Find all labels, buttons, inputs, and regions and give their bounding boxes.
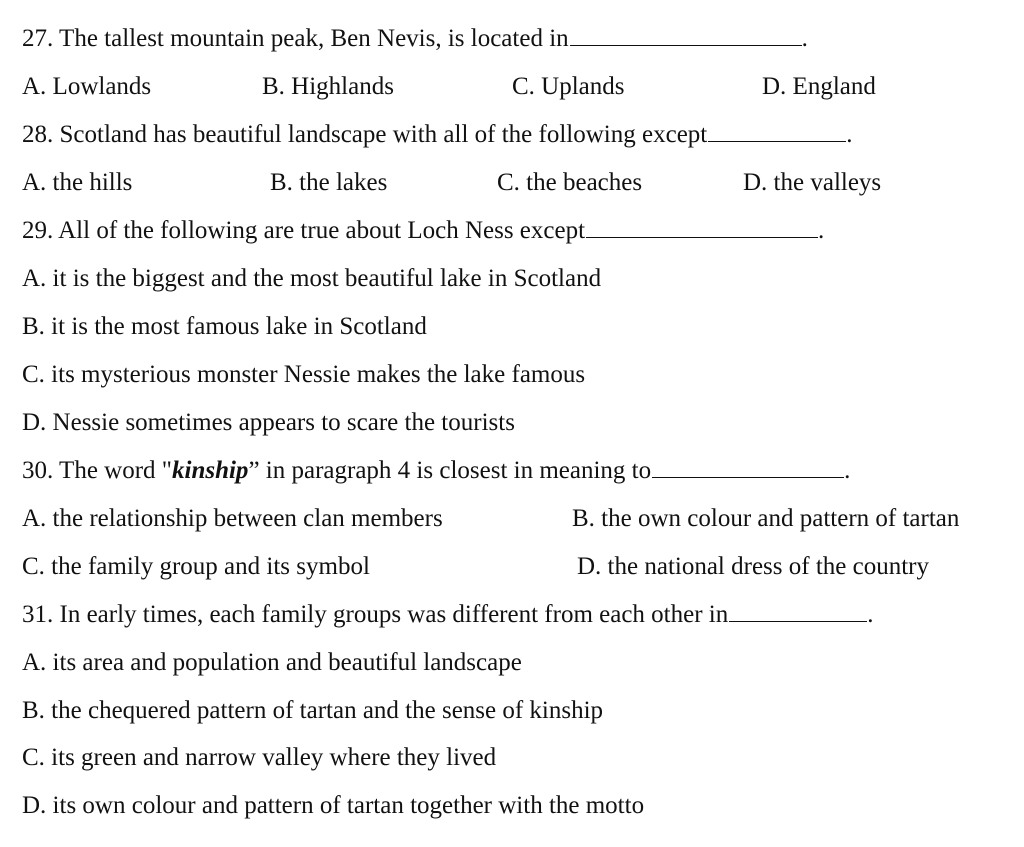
answer-blank: [652, 457, 844, 478]
question-29-end: .: [818, 217, 825, 244]
answer-blank: [729, 601, 867, 622]
option-d: D. the national dress of the country: [577, 553, 929, 580]
question-30: [22, 456, 850, 486]
answer-blank: [708, 121, 846, 142]
option-b: B. it is the most famous lake in Scotland: [22, 313, 427, 340]
question-27-options: [0, 72, 980, 102]
option-c: C. its mysterious monster Nessie makes the lake famous: [22, 361, 586, 388]
question-29-text: 29. All of the following are true about Loch Ness except: [22, 217, 586, 244]
option-b: B. Highlands: [262, 73, 394, 100]
option-d: D. its own colour and pattern of tartan together with the motto: [22, 792, 645, 819]
question-31-end: .: [867, 601, 874, 628]
option-a: A. Lowlands: [22, 73, 152, 100]
question-30-keyword: kinship: [172, 457, 249, 484]
option-a: A. the relationship between clan members: [22, 505, 443, 532]
question-28: [22, 120, 852, 150]
option-a: A. it is the biggest and the most beautiful lake in Scotland: [22, 265, 602, 292]
answer-blank: [570, 25, 802, 46]
question-28-text: 28. Scotland has beautiful landscape with all of the following except: [22, 121, 708, 148]
option-d: D. Nessie sometimes appears to scare the tourists: [22, 409, 515, 436]
option-c: C. Uplands: [512, 73, 625, 100]
question-27-end: .: [801, 25, 808, 52]
option-b: B. the own colour and pattern of tartan: [572, 505, 960, 532]
question-30-options-row1: [0, 504, 1020, 534]
question-30-prefix: 30. The word ": [22, 457, 172, 484]
option-b: B. the chequered pattern of tartan and the sense of kinship: [22, 697, 604, 724]
question-29: [22, 216, 824, 246]
question-28-end: .: [846, 121, 853, 148]
option-d: D. the valleys: [743, 169, 882, 196]
question-31: [22, 600, 874, 630]
option-c: C. its green and narrow valley where they lived: [22, 744, 497, 771]
question-30-end: .: [844, 457, 851, 484]
question-27: [22, 24, 808, 54]
question-27-text: 27. The tallest mountain peak, Ben Nevis, is located in: [22, 25, 569, 52]
answer-blank: [586, 217, 818, 238]
option-c: C. the beaches: [497, 169, 643, 196]
option-c: C. the family group and its symbol: [22, 553, 370, 580]
question-31-text: 31. In early times, each family groups was different from each other in: [22, 601, 729, 628]
question-30-options-row2: [0, 552, 1020, 582]
option-a: A. its area and population and beautiful landscape: [22, 649, 522, 676]
question-28-options: [0, 168, 980, 198]
option-d: D. England: [762, 73, 876, 100]
option-b: B. the lakes: [270, 169, 388, 196]
option-a: A. the hills: [22, 169, 133, 196]
question-30-suffix: ” in paragraph 4 is closest in meaning to: [248, 457, 652, 484]
